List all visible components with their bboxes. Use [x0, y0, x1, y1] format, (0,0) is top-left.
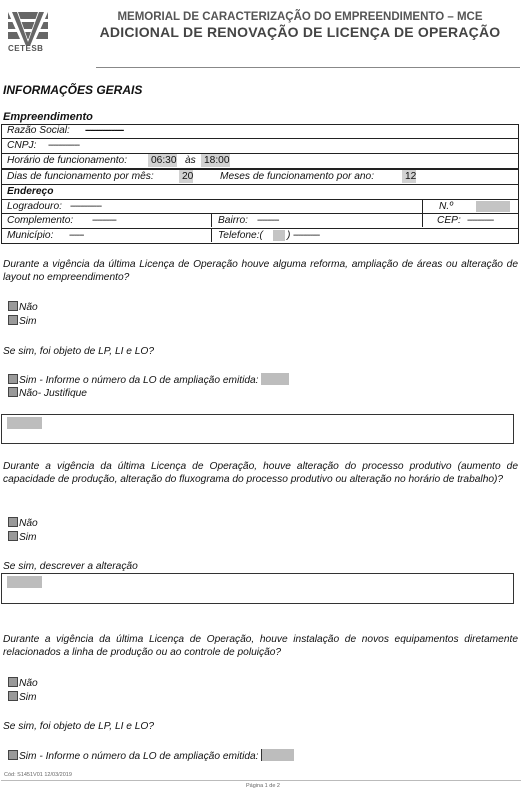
col-divider	[211, 214, 212, 227]
footer-divider	[1, 780, 521, 781]
dias-label: Dias de funcionamento por mês:	[7, 171, 154, 182]
header-divider	[96, 67, 520, 68]
q3-followup: Se sim, foi objeto de LP, LI e LO?	[3, 721, 155, 732]
q1-option-sim-label: Sim	[19, 316, 37, 327]
text-field-fill	[7, 417, 42, 429]
row-municipio	[2, 228, 518, 242]
horario-start-field[interactable]: 06:30	[148, 154, 177, 167]
empreendimento-table	[1, 124, 519, 244]
q3-option-nao[interactable]	[8, 677, 38, 690]
q1-lo-number-field[interactable]	[261, 373, 289, 385]
complemento-label: Complemento:	[7, 215, 74, 226]
checkbox[interactable]	[8, 301, 18, 311]
footer-code: Cód: S1451V01 12/03/2019	[4, 772, 72, 778]
q3-sub-sim[interactable]	[8, 749, 294, 763]
q3-option-nao-label: Não	[19, 678, 38, 689]
q3-sub-sim-label: Sim - Informe o número da LO de ampliação emitida:	[19, 751, 259, 762]
q1-sub-nao-label: Não- Justifique	[19, 388, 87, 399]
q1-text: Durante a vigência da última Licença de Operação houve alguma reforma, ampliação de áreas ou alteração de layout no empreendimento?	[3, 259, 518, 283]
horario-sep: às	[185, 155, 196, 166]
header-title-line1: MEMORIAL DE CARACTERIZAÇÃO DO EMPREENDIMENTO – MCE	[117, 11, 483, 23]
empreendimento-heading: Empreendimento	[3, 111, 93, 123]
logo-text: CETESB	[8, 44, 44, 53]
q2-option-nao-label: Não	[19, 518, 38, 529]
row-dias-meses	[2, 168, 518, 183]
telefone-close: )	[287, 230, 291, 241]
q2-option-sim-label: Sim	[19, 532, 37, 543]
row-horario	[2, 153, 518, 167]
cep-label: CEP:	[437, 215, 461, 226]
checkbox[interactable]	[8, 517, 18, 527]
row-logradouro	[2, 199, 518, 213]
municipio-field[interactable]: ------	[69, 230, 84, 241]
q3-text: Durante a vigência da última Licença de Operação, houve instalação de novos equipamentos diretamente relacionados a linha de produção ou ao controle de poluição?	[3, 634, 518, 658]
horario-end-field[interactable]: 18:00	[201, 154, 230, 167]
section-title: INFORMAÇÕES GERAIS	[3, 83, 143, 97]
q3-lo-number-field[interactable]	[261, 749, 294, 761]
checkbox[interactable]	[8, 531, 18, 541]
q1-followup: Se sim, foi objeto de LP, LI e LO?	[3, 346, 155, 357]
razao-social-field[interactable]: ----------------	[85, 125, 124, 136]
cnpj-label: CNPJ:	[7, 140, 37, 151]
checkbox[interactable]	[8, 374, 18, 384]
endereco-heading: Endereço	[7, 186, 54, 197]
meses-field[interactable]: 12	[402, 170, 416, 183]
telefone-field[interactable]: -----------	[293, 230, 320, 241]
q2-option-nao[interactable]	[8, 517, 38, 530]
bairro-label: Bairro:	[218, 215, 249, 226]
q2-description-textbox[interactable]	[1, 573, 514, 604]
bairro-field[interactable]: ---------	[257, 215, 279, 226]
numero-label: N.º	[439, 201, 453, 212]
q1-option-nao-label: Não	[19, 302, 38, 313]
q1-option-sim[interactable]	[8, 315, 37, 328]
q3-option-sim-label: Sim	[19, 692, 37, 703]
cep-field[interactable]: -----------	[467, 215, 494, 226]
municipio-label: Município:	[7, 230, 54, 241]
horario-label: Horário de funcionamento:	[7, 155, 128, 166]
q2-followup: Se sim, descrever a alteração	[3, 561, 138, 572]
q1-justification-textbox[interactable]	[1, 414, 514, 444]
numero-field[interactable]	[476, 201, 510, 212]
q3-option-sim[interactable]	[8, 691, 37, 704]
checkbox[interactable]	[8, 677, 18, 687]
row-endereco	[2, 184, 518, 198]
q1-option-nao[interactable]	[8, 301, 38, 314]
checkbox[interactable]	[8, 315, 18, 325]
col-divider	[422, 214, 423, 227]
checkbox[interactable]	[8, 387, 18, 397]
telefone-label: Telefone:(	[218, 230, 263, 241]
header-title-line2: ADICIONAL DE RENOVAÇÃO DE LICENÇA DE OPERAÇÃO	[99, 24, 501, 40]
logradouro-label: Logradouro:	[7, 201, 62, 212]
checkbox[interactable]	[8, 691, 18, 701]
row-complemento	[2, 213, 518, 227]
checkbox[interactable]	[8, 750, 18, 760]
q2-option-sim[interactable]	[8, 531, 37, 544]
logradouro-field[interactable]: -------------	[70, 201, 102, 212]
col-divider	[422, 200, 423, 213]
q1-sub-nao[interactable]	[8, 387, 87, 400]
q2-text: Durante a vigência da última Licença de Operação, houve alteração do processo produtivo (aumento de capacidade de produção, alteração do fluxograma do processo produtivo ou alteração no horário de trabalho)?	[3, 461, 518, 485]
meses-label: Meses de funcionamento por ano:	[220, 171, 375, 182]
q1-sub-sim-label: Sim - Informe o número da LO de ampliação emitida:	[19, 375, 259, 386]
q1-sub-sim[interactable]	[8, 373, 289, 387]
row-cnpj	[2, 138, 518, 152]
col-divider	[211, 229, 212, 242]
footer-page-number: Página 1 de 2	[246, 783, 280, 789]
dias-field[interactable]: 20	[179, 170, 193, 183]
complemento-field[interactable]: ----------	[92, 215, 116, 226]
cnpj-field[interactable]: -------------	[48, 140, 80, 151]
row-razao-social	[2, 124, 518, 137]
text-field-fill	[7, 576, 42, 588]
razao-social-label: Razão Social:	[7, 125, 70, 136]
